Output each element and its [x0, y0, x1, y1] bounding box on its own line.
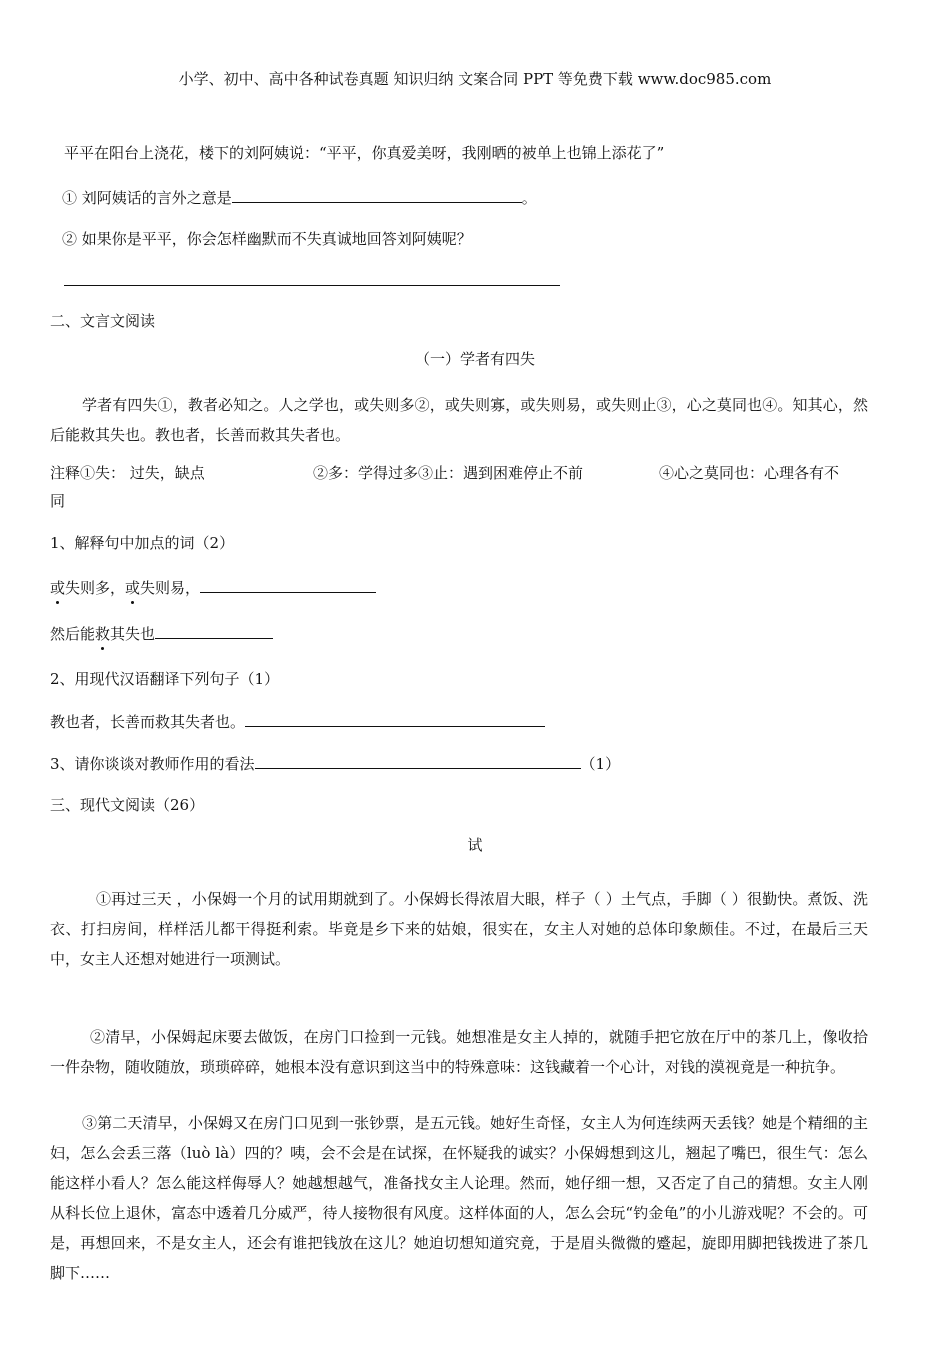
answer-blank-2-3[interactable] — [255, 752, 581, 769]
page-header: 小学、初中、高中各种试卷真题 知识归纳 文案合同 PPT 等免费下载 www.doc985.com — [178, 70, 772, 88]
answer-line-1-2[interactable] — [64, 285, 560, 286]
story-title: 试 — [467, 836, 483, 854]
dotted-word-3: 救 — [95, 625, 111, 643]
answer-blank-2-1a[interactable] — [200, 576, 376, 593]
story-paragraph-2: ②清早，小保姆起床要去做饭，在房门口捡到一元钱。她想准是女主人掉的，就随手把它放在厅中的茶几上，像收拾一件杂物，随收随放，琐琐碎碎，她根本没有意识到这当中的特殊意味：这钱藏着一个心计，对钱的漠视竟是一种抗争。 — [50, 1028, 868, 1076]
question-2-1b-text-1: 然后能 — [50, 625, 96, 643]
scenario-text: 平平在阳台上浇花，楼下的刘阿姨说：“平平，你真爱美呀，我刚晒的被单上也锦上添花了” — [64, 144, 665, 162]
question-1-1 — [62, 186, 537, 209]
question-2-1b-text-2: 其失也 — [110, 625, 156, 643]
question-2-1a — [50, 576, 376, 599]
question-2-2a — [50, 710, 545, 733]
answer-blank-2-2[interactable] — [245, 710, 545, 727]
notes-3-cont: 同 — [50, 492, 66, 510]
notes-3: ④心之莫同也：心理各有不 — [659, 464, 840, 482]
question-1-1-end: 。 — [521, 189, 537, 207]
question-2-1a-text-2: 失则易， — [140, 579, 201, 597]
section-2-title: （一）学者有四失 — [414, 350, 535, 368]
question-1-2: ② 如果你是平平，你会怎样幽默而不失真诚地回答刘阿姨呢？ — [62, 230, 472, 248]
question-2-3 — [50, 752, 620, 775]
question-2-2: 2、用现代汉语翻译下列句子（1） — [50, 670, 280, 688]
question-2-3-score: （1） — [580, 755, 621, 773]
classical-text: 学者有四失①，教者必知之。人之学也，或失则多②，或失则寡，或失则易，或失则止③，心之莫同也④。知其心，然后能救其失也。教也者，长善而救其失者也。 — [50, 396, 868, 444]
dotted-word-1: 或 — [50, 579, 66, 597]
story-paragraph-1: ①再过三天 ，小保姆一个月的试用期就到了。小保姆长得浓眉大眼，样子（ ）土气点，手脚（ ）很勤快。煮饭、洗衣、打扫房间，样样活儿都干得挺利索。毕竟是乡下来的姑娘，很实在，女主人对她的总体印象颇佳。不过，在最后三天中，女主人还想对她进行一项测试。 — [50, 890, 868, 968]
dotted-word-2: 或 — [125, 579, 141, 597]
question-1-1-text: ① 刘阿姨话的言外之意是 — [62, 189, 232, 207]
section-3-heading: 三、现代文阅读（26） — [50, 796, 205, 814]
question-2-1: 1、解释句中加点的词（2） — [50, 534, 235, 552]
notes-2: ②多：学得过多③止：遇到困难停止不前 — [313, 464, 584, 482]
question-2-2a-text: 教也者，长善而救其失者也。 — [50, 713, 246, 731]
question-2-3-text: 3、请你谈谈对教师作用的看法 — [50, 755, 255, 773]
question-2-1b — [50, 622, 273, 645]
answer-blank-1-1[interactable] — [232, 186, 522, 203]
notes-1: 注释①失： 过失，缺点 — [50, 464, 205, 482]
answer-blank-2-1b[interactable] — [155, 622, 273, 639]
question-2-1a-text-1: 失则多， — [65, 579, 126, 597]
story-paragraph-3: ③第二天清早，小保姆又在房门口见到一张钞票，是五元钱。她好生奇怪，女主人为何连续两天丢钱？她是个精细的主妇，怎么会丢三落（luò là）四的？咦，会不会是在试探，在怀疑我的诚实？小保姆想到这儿，翘起了嘴巴，很生气：怎么能这样小看人？怎么能这样侮辱人？她越想越气，准备找女主人论理。然而，她仔细一想，又否定了自己的猜想。女主人刚从科长位上退休，富态中透着几分威严，待人接物很有风度。这样体面的人，怎么会玩“钓金龟”的小儿游戏呢？不会的。可是，再想回来，不是女主人，还会有谁把钱放在这儿？她迫切想知道究竟，于是眉头微微的蹙起，旋即用脚把钱拨进了茶几脚下…… — [50, 1114, 868, 1282]
section-2-heading: 二、文言文阅读 — [50, 312, 156, 330]
